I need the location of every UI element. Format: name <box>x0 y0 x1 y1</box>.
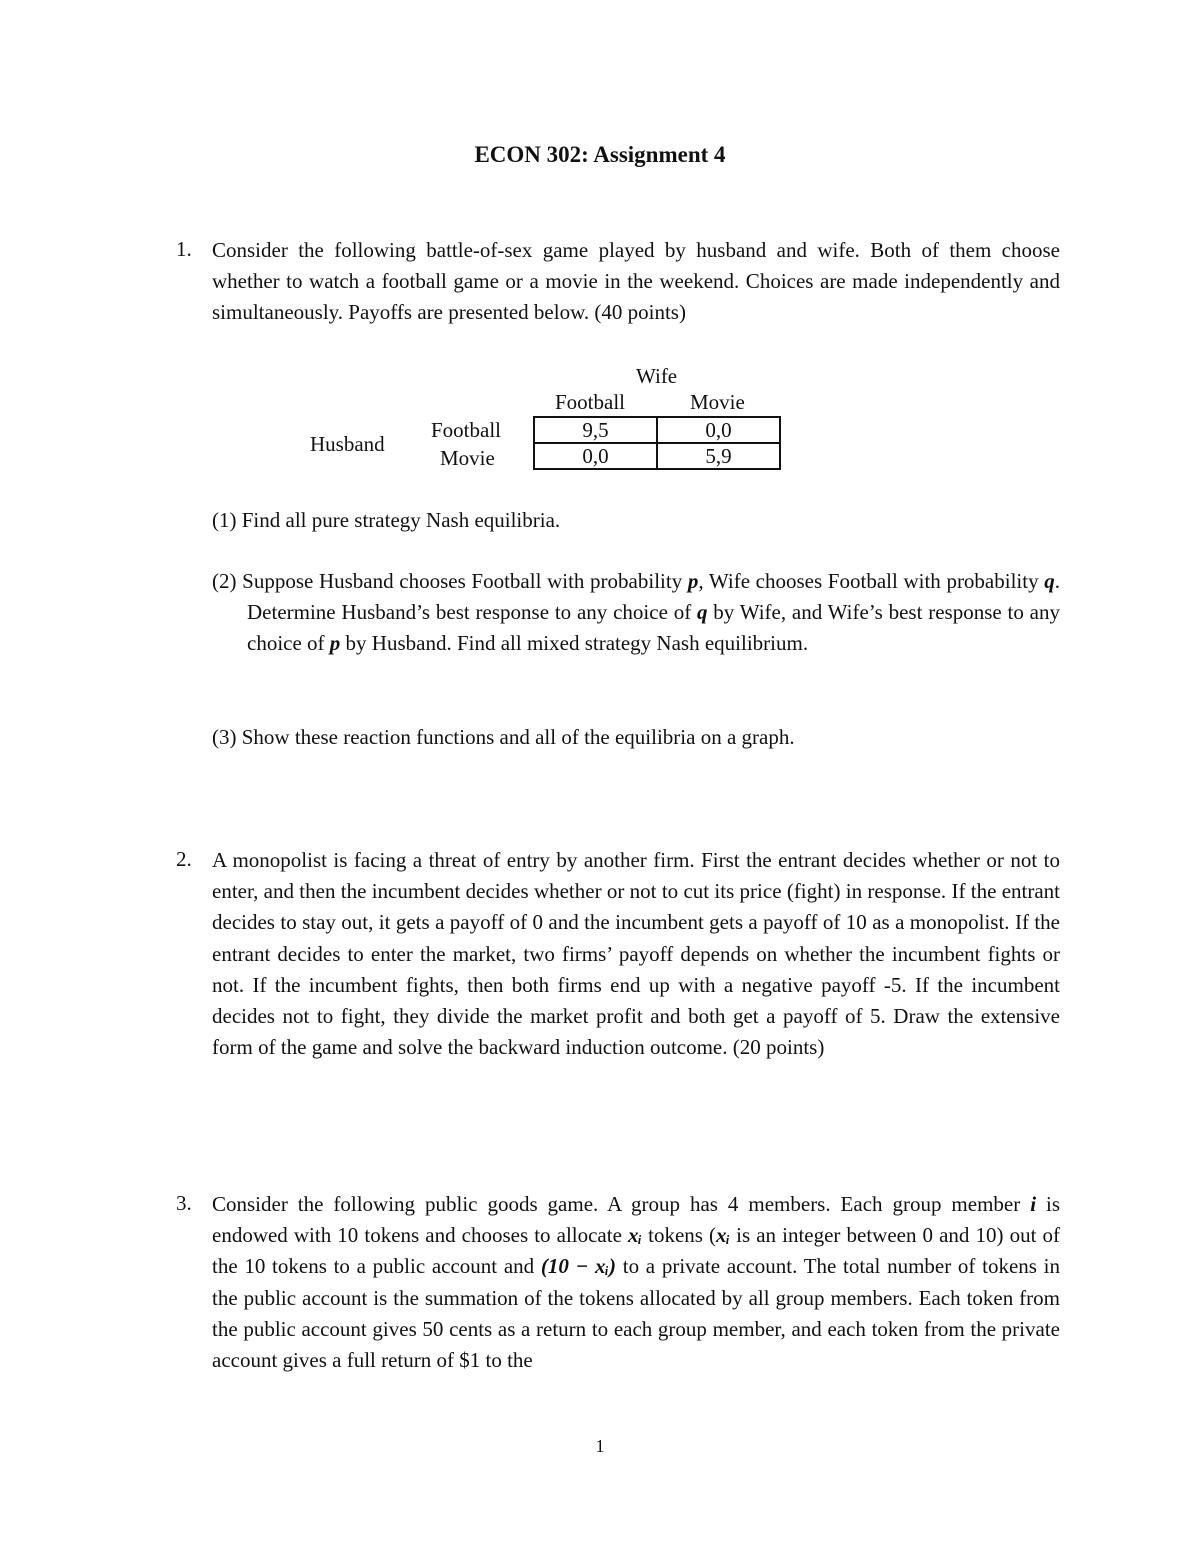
question-1-part-2: (2) Suppose Husband chooses Football with probability p, Wife chooses Football with probability q. Determine Husband’s best response to any choice of q by Wife, and Wife’s best response to any choice of p by Husband. Find all mixed strategy Nash equilibrium. <box>212 569 1060 656</box>
matrix-col-header-movie: Movie <box>690 390 745 414</box>
matrix-col-header-football: Football <box>555 390 626 414</box>
question-1-part-1: (1) Find all pure strategy Nash equilibria. <box>212 508 561 532</box>
payoff-cell: 9,5 <box>534 417 657 443</box>
payoff-cell: 0,0 <box>657 417 780 443</box>
payoff-cell: 0,0 <box>534 443 657 469</box>
math-p: p <box>687 569 699 593</box>
math-i: i <box>1030 1192 1037 1216</box>
matrix-col-player: Wife <box>636 364 678 388</box>
question-3-text: Consider the following public goods game. A group has 4 members. Each group member i is endowed with 10 tokens and chooses to allocate xᵢ tokens (xᵢ is an integer between 0 and 10) out of the 10 tokens to a public account and (10 − xᵢ) to a private account. The total number of tokens in the public account is the summation of the tokens allocated by all group members. Each token from the public account gives 50 cents as a return to each group member, and each token from the private account gives a full return of $1 to the <box>212 1192 1060 1373</box>
question-1-part-3: (3) Show these reaction functions and all of the equilibria on a graph. <box>212 725 795 749</box>
math-q: q <box>697 600 708 625</box>
math-xi: xᵢ <box>627 1223 643 1248</box>
math-p: p <box>329 631 341 656</box>
page-title: ECON 302: Assignment 4 <box>474 142 726 167</box>
page-number: 1 <box>595 1436 605 1456</box>
math-expr: (10 − xᵢ) <box>540 1254 617 1279</box>
question-3-number: 3. <box>176 1191 192 1215</box>
matrix-row-player: Husband <box>310 432 385 456</box>
question-1-number: 1. <box>176 237 192 261</box>
payoff-cell: 5,9 <box>657 443 780 469</box>
matrix-row <box>534 417 780 443</box>
question-1-text: Consider the following battle-of-sex game played by husband and wife. Both of them choose whether to watch a football game or a movie in the weekend. Choices are made independently and simultaneously. Payoffs are presented below. (40 points) <box>212 238 1060 325</box>
payoff-matrix <box>533 416 781 470</box>
matrix-row <box>534 443 780 469</box>
matrix-row-header-movie: Movie <box>440 446 495 470</box>
math-xi: xᵢ <box>716 1223 731 1248</box>
question-2-text: A monopolist is facing a threat of entry by another firm. First the entrant decides whether or not to enter, and then the incumbent decides whether or not to cut its price (fight) in response. If the entrant decides to stay out, it gets a payoff of 0 and the incumbent gets a payoff of 10 as a monopolist. If the entrant decides to enter the market, two firms’ payoff depends on whether the incumbent fights or not. If the incumbent fights, then both firms end up with a negative payoff -5. If the incumbent decides not to fight, they divide the market profit and both get a payoff of 5. Draw the extensive form of the game and solve the backward induction outcome. (20 points) <box>212 848 1060 1060</box>
matrix-row-header-football: Football <box>431 418 502 442</box>
question-2-number: 2. <box>176 847 192 871</box>
math-q: q <box>1044 569 1055 593</box>
